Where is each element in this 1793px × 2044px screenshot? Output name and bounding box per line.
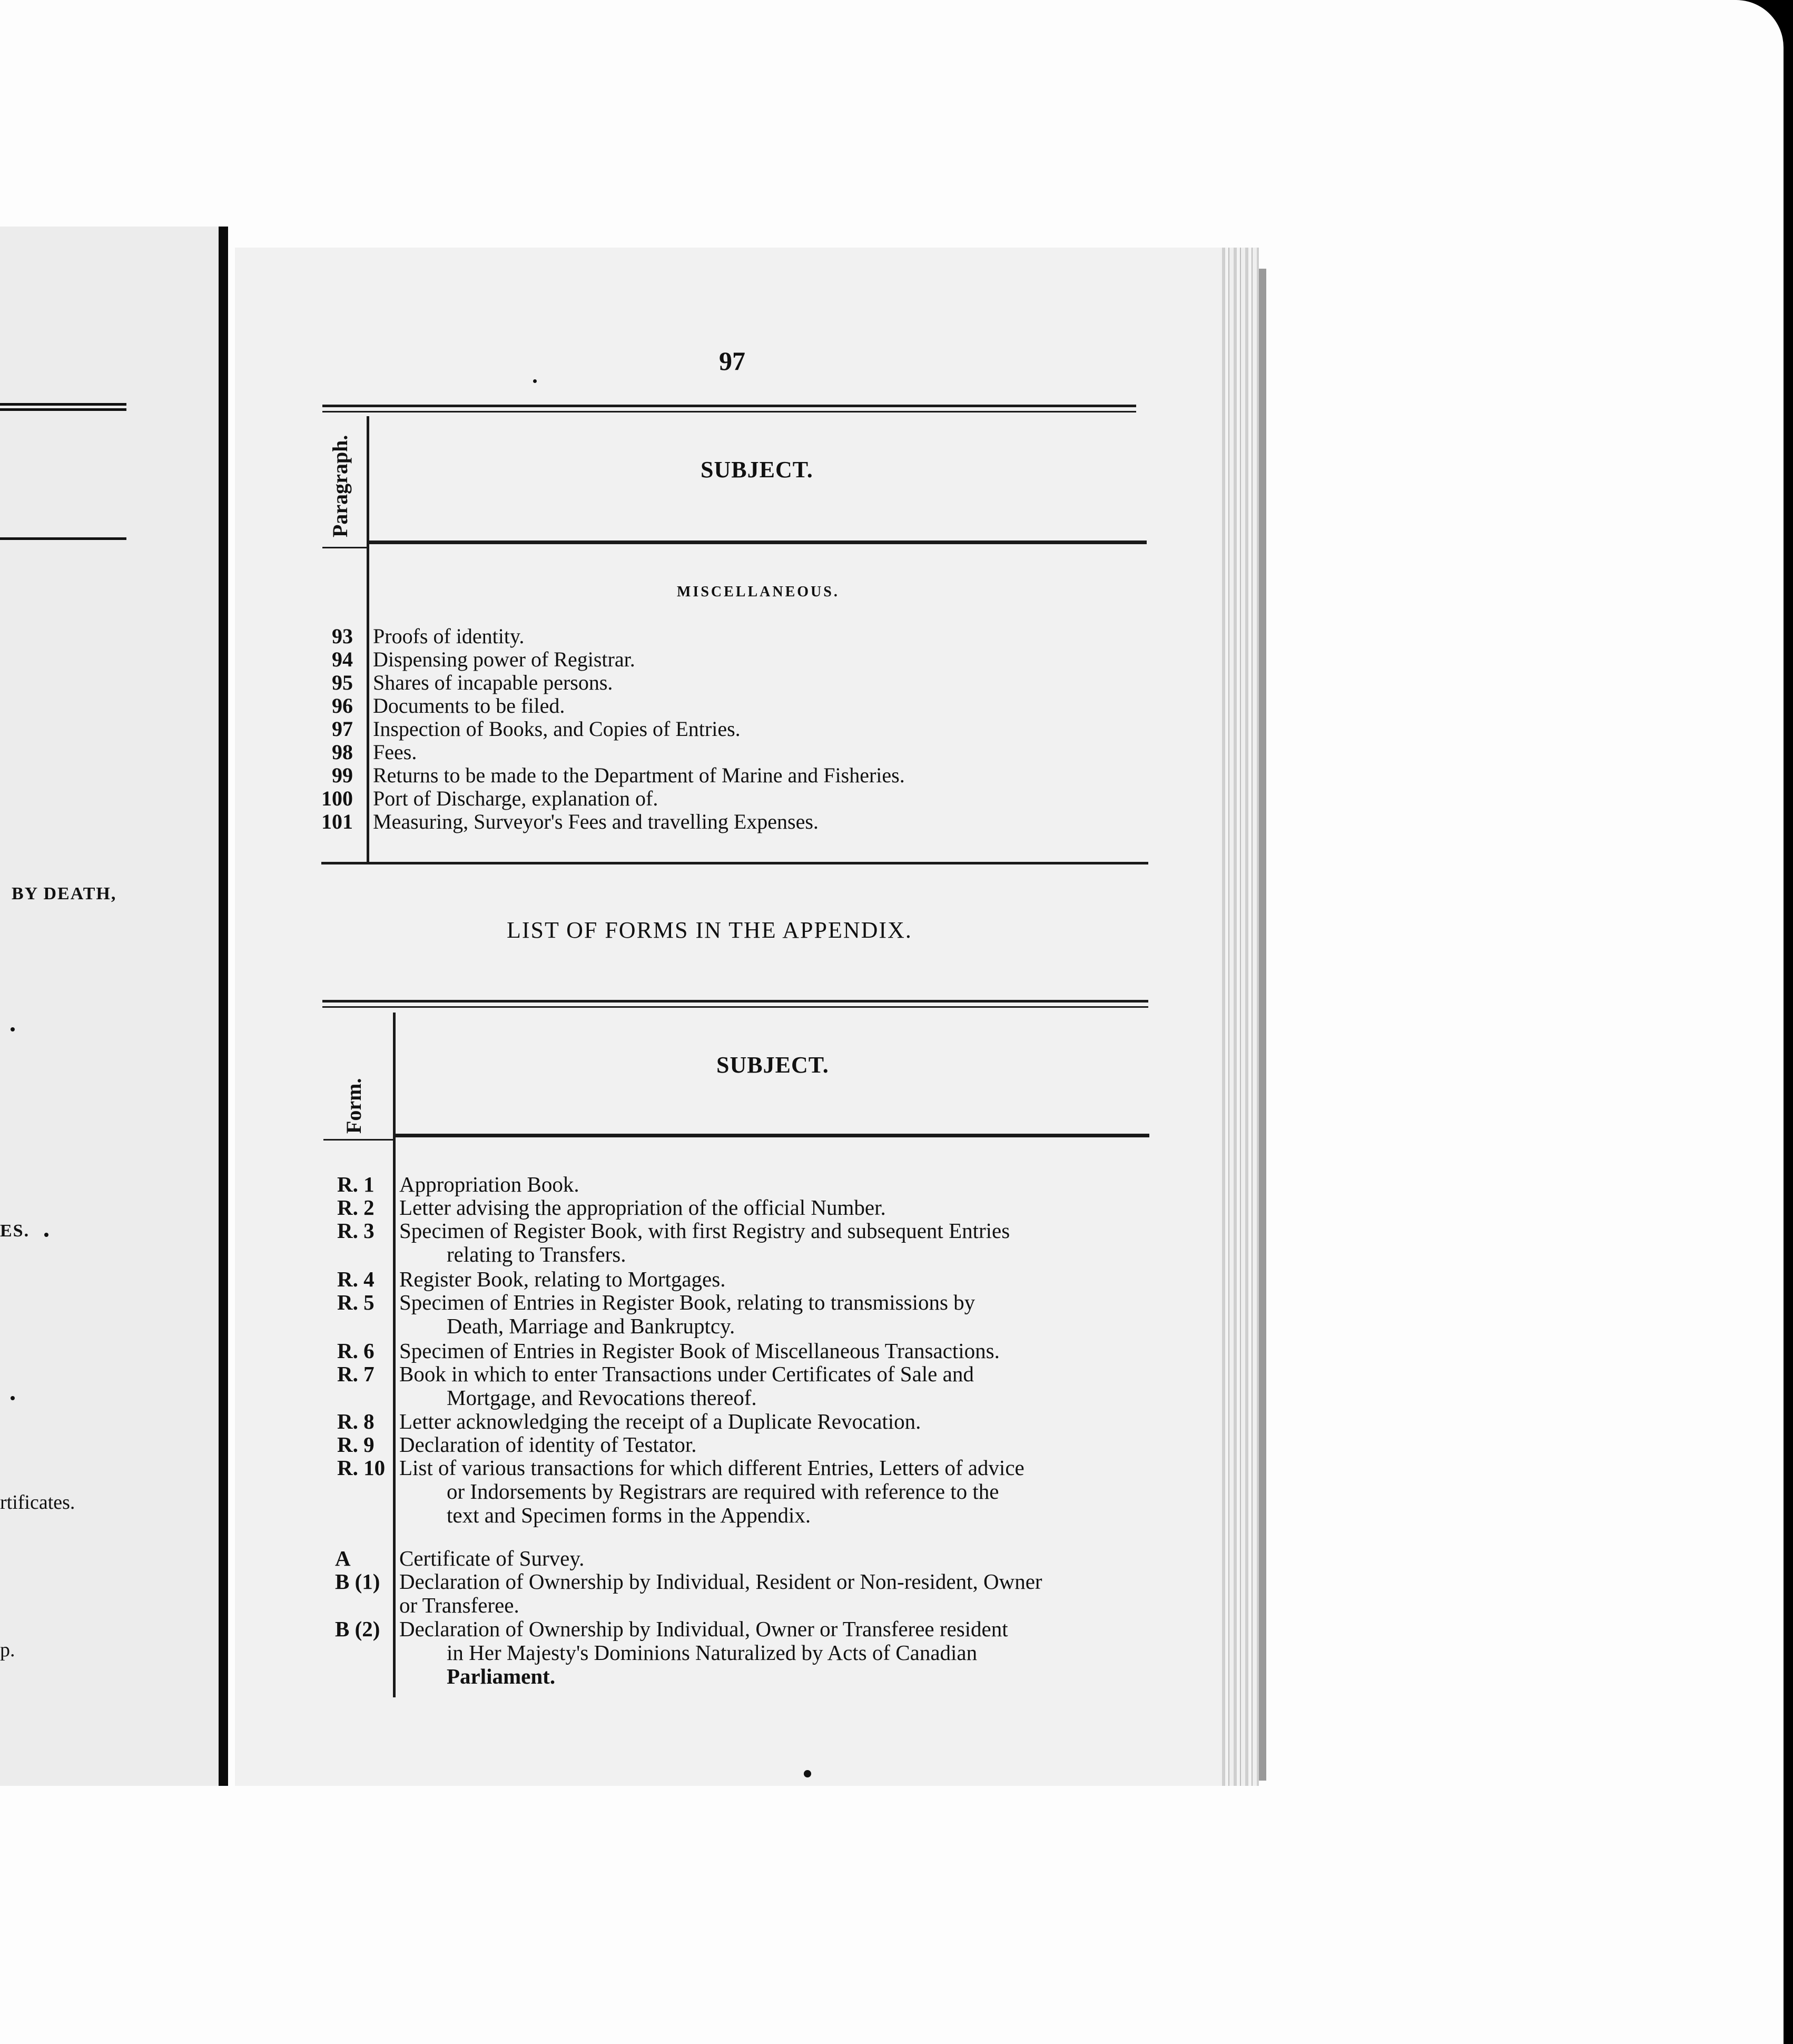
- paragraph-column-divider: [367, 416, 369, 863]
- subject-header-1: SUBJECT.: [701, 457, 813, 483]
- speck: [11, 1027, 15, 1031]
- paragraph-subject: Documents to be filed.: [373, 694, 565, 718]
- paragraph-subject: Measuring, Surveyor's Fees and travelling Expenses.: [373, 810, 819, 833]
- form-code: R. 1: [337, 1172, 375, 1196]
- forms-top-rule: [322, 1000, 1148, 1003]
- form-code: R. 10: [337, 1456, 386, 1480]
- form-code: A: [335, 1546, 351, 1570]
- subject-header-2: SUBJECT.: [716, 1052, 829, 1078]
- form-column-divider: [393, 1013, 396, 1697]
- paragraph-column-label: Paragraph.: [328, 435, 352, 537]
- left-text-p: p.: [0, 1639, 15, 1661]
- speck: [533, 379, 537, 383]
- left-rule-3: [0, 537, 126, 540]
- form-code: R. 6: [337, 1339, 375, 1363]
- speck: [44, 1233, 48, 1237]
- forms-header-bottom-rule: [395, 1134, 1149, 1137]
- paragraph-number: 94: [332, 647, 353, 671]
- left-page: [0, 227, 228, 1786]
- paragraph-number: 98: [332, 740, 353, 764]
- form-code: B (2): [335, 1617, 380, 1641]
- form-subject: Specimen of Register Book, with first Registry and subsequent Entries relating to Transfers.: [399, 1218, 1010, 1266]
- section-title-miscellaneous: MISCELLANEOUS.: [677, 584, 840, 600]
- page-edges-shadow: [1259, 269, 1266, 1781]
- paragraph-number: 99: [332, 763, 353, 787]
- form-code: R. 5: [337, 1290, 375, 1314]
- paragraph-subject: Fees.: [373, 740, 417, 764]
- speck: [11, 1396, 15, 1400]
- forms-header-bottom-rule-left: [323, 1139, 393, 1141]
- header-bottom-rule-left: [322, 547, 367, 548]
- page-edges: [1222, 248, 1259, 1786]
- header-bottom-rule: [369, 541, 1147, 544]
- form-subject: Letter acknowledging the receipt of a Duplicate Revocation.: [399, 1409, 921, 1433]
- form-subject: Declaration of identity of Testator.: [399, 1432, 697, 1457]
- form-code: B (1): [335, 1569, 380, 1594]
- paragraph-number: 97: [332, 717, 353, 741]
- left-rule-1: [0, 403, 126, 406]
- form-subject: Letter advising the appropriation of the official Number.: [399, 1195, 886, 1220]
- paragraph-subject: Proofs of identity.: [373, 624, 525, 648]
- form-code: R. 2: [337, 1195, 375, 1220]
- form-code: R. 4: [337, 1267, 375, 1291]
- list-of-forms-title: LIST OF FORMS IN THE APPENDIX.: [507, 917, 912, 943]
- paragraph-subject: Returns to be made to the Department of Marine and Fisheries.: [373, 763, 905, 787]
- form-subject: List of various transactions for which different Entries, Letters of advice or Indorsements by Registrars are required with reference to the text and Specimen forms in the Appendix.: [399, 1456, 1024, 1527]
- form-subject: Appropriation Book.: [399, 1172, 579, 1196]
- forms-top-rule-2: [322, 1006, 1148, 1008]
- table-bottom-rule: [321, 862, 1148, 864]
- form-subject: Register Book, relating to Mortgages.: [399, 1267, 726, 1291]
- paragraph-subject: Port of Discharge, explanation of.: [373, 787, 658, 810]
- form-subject: Specimen of Entries in Register Book of Miscellaneous Transactions.: [399, 1339, 1000, 1363]
- form-code: R. 3: [337, 1218, 375, 1243]
- paragraph-subject: Inspection of Books, and Copies of Entries.: [373, 717, 741, 741]
- paragraph-number: 95: [332, 671, 353, 694]
- form-subject: Declaration of Ownership by Individual, Owner or Transferee resident in Her Majesty's Dominions Naturalized by Acts of Canadian Parliament.: [399, 1617, 1008, 1688]
- paragraph-number: 101: [321, 810, 353, 833]
- paragraph-number: 96: [332, 694, 353, 718]
- left-text-certificates: rtificates.: [0, 1491, 75, 1514]
- form-subject: Book in which to enter Transactions under Certificates of Sale and Mortgage, and Revocations thereof.: [399, 1362, 974, 1410]
- form-subject: Specimen of Entries in Register Book, relating to transmissions by Death, Marriage and Bankruptcy.: [399, 1290, 976, 1338]
- form-code: R. 7: [337, 1362, 375, 1386]
- form-column-label: Form.: [342, 1078, 366, 1134]
- table-top-rule: [322, 405, 1136, 407]
- left-text-by-death: BY DEATH,: [12, 884, 117, 903]
- form-code: R. 9: [337, 1432, 375, 1457]
- left-text-es: ES.: [0, 1221, 30, 1241]
- paragraph-number: 93: [332, 624, 353, 648]
- form-subject: Certificate of Survey.: [399, 1546, 585, 1570]
- form-subject: Declaration of Ownership by Individual, Resident or Non-resident, Owner or Transferee.: [399, 1569, 1042, 1617]
- speck: [804, 1770, 811, 1777]
- paragraph-number: 100: [321, 787, 353, 810]
- table-top-rule-2: [322, 411, 1136, 412]
- left-rule-2: [0, 408, 126, 411]
- paragraph-subject: Dispensing power of Registrar.: [373, 647, 635, 671]
- page-number: 97: [719, 346, 745, 376]
- form-code: R. 8: [337, 1409, 375, 1433]
- paragraph-subject: Shares of incapable persons.: [373, 671, 613, 694]
